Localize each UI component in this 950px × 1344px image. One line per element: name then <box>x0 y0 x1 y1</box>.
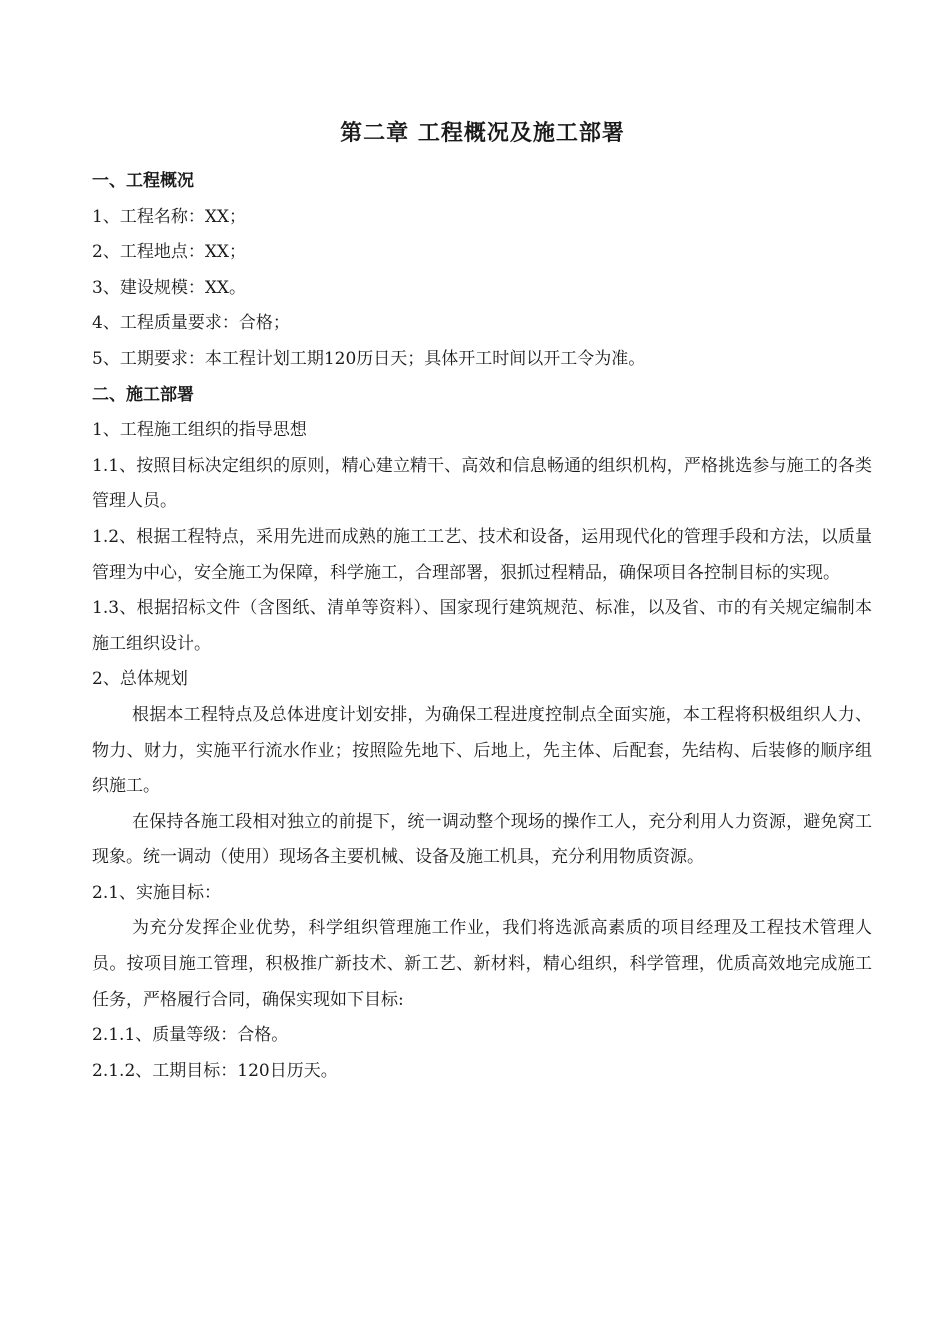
paragraph: 2、总体规划 <box>92 669 188 690</box>
paragraph: 2.1、实施目标： <box>92 882 222 903</box>
paragraph: 2.1.2、工期目标：120日历天。 <box>92 1060 338 1081</box>
paragraph: 4、工程质量要求：合格； <box>92 313 290 334</box>
section-heading: 一、工程概况 <box>92 171 194 191</box>
paragraph: 根据本工程特点及总体进度计划安排，为确保工程进度控制点全面实施，本工程将积极组织人力、物力、财力，实施平行流水作业；按照险先地下、后地上，先主体、后配套，先结构、后装修的顺序组织施工。 <box>92 704 872 797</box>
paragraph: 为充分发挥企业优势，科学组织管理施工作业，我们将选派高素质的项目经理及工程技术管理人员。按项目施工管理，积极推广新技术、新工艺、新材料，精心组织，科学管理，优质高效地完成施工任务，严格履行合同，确保实现如下目标: <box>92 918 872 1010</box>
paragraph: 在保持各施工段相对独立的前提下，统一调动整个现场的操作工人，充分利用人力资源，避免窝工现象。统一调动（使用）现场各主要机械、设备及施工机具，充分利用物质资源。 <box>92 811 872 868</box>
paragraph: 1、工程名称：XX； <box>92 206 247 227</box>
paragraph: 2、工程地点：XX； <box>92 242 247 263</box>
paragraph: 2.1.1、质量等级：合格。 <box>92 1025 289 1046</box>
document-body <box>92 164 872 1089</box>
paragraph: 1.1、按照目标决定组织的原则，精心建立精干、高效和信息畅通的组织机构，严格挑选参与施工的各类管理人员。 <box>92 455 872 512</box>
paragraph: 5、工期要求：本工程计划工期120历日天；具体开工时间以开工令为准。 <box>92 348 646 369</box>
paragraph: 1、工程施工组织的指导思想 <box>92 420 307 441</box>
chapter-title: 第二章 工程概况及施工部署 <box>340 121 625 146</box>
section-heading: 二、施工部署 <box>92 384 194 405</box>
paragraph: 3、建设规模：XX。 <box>92 277 247 298</box>
paragraph: 1.2、根据工程特点，采用先进而成熟的施工工艺、技术和设备，运用现代化的管理手段和方法，以质量管理为中心，安全施工为保障，科学施工，合理部署，狠抓过程精品，确保项目各控制目标的实现。 <box>92 526 872 583</box>
paragraph: 1.3、根据招标文件（含图纸、清单等资料）、国家现行建筑规范、标准，以及省、市的有关规定编制本施工组织设计。 <box>92 598 872 654</box>
